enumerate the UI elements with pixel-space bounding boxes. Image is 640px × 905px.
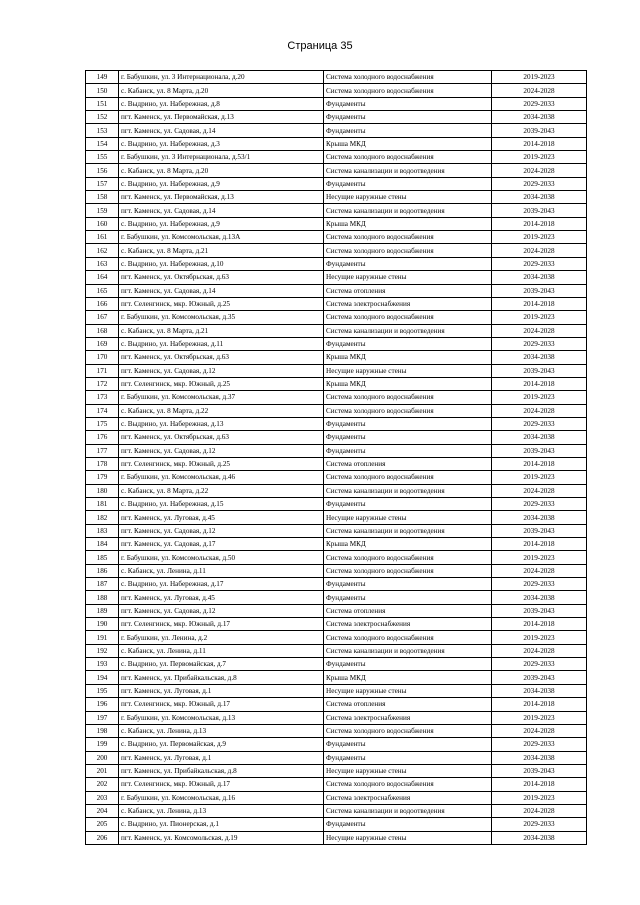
table-row [86, 177, 587, 190]
row-number-cell: 174 [86, 404, 119, 417]
period-cell: 2034-2038 [492, 431, 587, 444]
table-row [86, 711, 587, 724]
row-number-cell: 165 [86, 284, 119, 297]
row-number-cell: 198 [86, 724, 119, 737]
address-cell: с. Кабанск, ул. Ленина, д.13 [119, 804, 324, 817]
repair-schedule-table [85, 70, 587, 845]
system-type-cell: Система канализации и водоотведения [324, 484, 492, 497]
address-cell: пгт. Каменск, ул. Первомайская, д.13 [119, 191, 324, 204]
period-cell: 2034-2038 [492, 591, 587, 604]
row-number-cell: 168 [86, 324, 119, 337]
system-type-cell: Фундаменты [324, 257, 492, 270]
system-type-cell: Крыша МКД [324, 137, 492, 150]
address-cell: с. Кабанск, ул. 8 Марта, д.22 [119, 484, 324, 497]
row-number-cell: 178 [86, 457, 119, 470]
row-number-cell: 191 [86, 631, 119, 644]
row-number-cell: 202 [86, 778, 119, 791]
address-cell: пгт. Селенгинск, мкр. Южный, д.25 [119, 377, 324, 390]
row-number-cell: 197 [86, 711, 119, 724]
system-type-cell: Несущие наружные стены [324, 764, 492, 777]
period-cell: 2034-2038 [492, 831, 587, 844]
address-cell: пгт. Каменск, ул. Садовая, д.12 [119, 444, 324, 457]
table-row [86, 684, 587, 697]
period-cell: 2034-2038 [492, 751, 587, 764]
row-number-cell: 185 [86, 551, 119, 564]
row-number-cell: 169 [86, 337, 119, 350]
period-cell: 2019-2023 [492, 231, 587, 244]
system-type-cell: Несущие наружные стены [324, 511, 492, 524]
row-number-cell: 190 [86, 618, 119, 631]
row-number-cell: 176 [86, 431, 119, 444]
period-cell: 2014-2018 [492, 457, 587, 470]
system-type-cell: Крыша МКД [324, 671, 492, 684]
address-cell: г. Бабушкин, ул. Комсомольская, д.16 [119, 791, 324, 804]
system-type-cell: Система холодного водоснабжения [324, 231, 492, 244]
system-type-cell: Система отопления [324, 284, 492, 297]
system-type-cell: Фундаменты [324, 337, 492, 350]
period-cell: 2029-2033 [492, 738, 587, 751]
system-type-cell: Система холодного водоснабжения [324, 244, 492, 257]
row-number-cell: 186 [86, 564, 119, 577]
system-type-cell: Система отопления [324, 698, 492, 711]
system-type-cell: Фундаменты [324, 658, 492, 671]
period-cell: 2039-2043 [492, 364, 587, 377]
period-cell: 2034-2038 [492, 111, 587, 124]
period-cell: 2014-2018 [492, 618, 587, 631]
system-type-cell: Несущие наружные стены [324, 191, 492, 204]
table-row [86, 231, 587, 244]
period-cell: 2024-2028 [492, 324, 587, 337]
address-cell: пгт. Каменск, ул. Садовая, д.14 [119, 204, 324, 217]
period-cell: 2024-2028 [492, 644, 587, 657]
system-type-cell: Фундаменты [324, 444, 492, 457]
table-row [86, 97, 587, 110]
table-row [86, 164, 587, 177]
address-cell: г. Бабушкин, ул. 3 Интернационала, д.20 [119, 71, 324, 84]
row-number-cell: 179 [86, 471, 119, 484]
row-number-cell: 201 [86, 764, 119, 777]
table-row [86, 204, 587, 217]
table-row [86, 284, 587, 297]
system-type-cell: Система отопления [324, 604, 492, 617]
address-cell: пгт. Каменск, ул. Октябрьская, д.63 [119, 271, 324, 284]
row-number-cell: 181 [86, 498, 119, 511]
table-row [86, 364, 587, 377]
system-type-cell: Фундаменты [324, 498, 492, 511]
period-cell: 2019-2023 [492, 711, 587, 724]
row-number-cell: 206 [86, 831, 119, 844]
address-cell: г. Бабушкин, ул. Ленина, д.2 [119, 631, 324, 644]
table-row [86, 84, 587, 97]
table-row [86, 217, 587, 230]
address-cell: пгт. Селенгинск, мкр. Южный, д.17 [119, 618, 324, 631]
row-number-cell: 155 [86, 151, 119, 164]
table-row [86, 778, 587, 791]
system-type-cell: Система холодного водоснабжения [324, 311, 492, 324]
address-cell: с. Кабанск, ул. Ленина, д.13 [119, 724, 324, 737]
table-row [86, 738, 587, 751]
period-cell: 2024-2028 [492, 244, 587, 257]
address-cell: с. Выдрино, ул. Набережная, д.11 [119, 337, 324, 350]
system-type-cell: Система канализации и водоотведения [324, 164, 492, 177]
address-cell: с. Кабанск, ул. 8 Марта, д.20 [119, 84, 324, 97]
table-row [86, 391, 587, 404]
table-row [86, 538, 587, 551]
table-row [86, 297, 587, 310]
address-cell: г. Бабушкин, ул. Комсомольская, д.46 [119, 471, 324, 484]
period-cell: 2019-2023 [492, 311, 587, 324]
period-cell: 2039-2043 [492, 524, 587, 537]
address-cell: пгт. Каменск, ул. Садовая, д.17 [119, 538, 324, 551]
system-type-cell: Фундаменты [324, 177, 492, 190]
address-cell: пгт. Каменск, ул. Комсомольская, д.19 [119, 831, 324, 844]
row-number-cell: 158 [86, 191, 119, 204]
period-cell: 2029-2033 [492, 818, 587, 831]
table-row [86, 751, 587, 764]
row-number-cell: 161 [86, 231, 119, 244]
system-type-cell: Система холодного водоснабжения [324, 778, 492, 791]
row-number-cell: 194 [86, 671, 119, 684]
system-type-cell: Система холодного водоснабжения [324, 151, 492, 164]
table-row [86, 71, 587, 84]
table-row [86, 417, 587, 430]
address-cell: пгт. Каменск, ул. Первомайская, д.13 [119, 111, 324, 124]
system-type-cell: Фундаменты [324, 738, 492, 751]
table-row [86, 791, 587, 804]
system-type-cell: Система канализации и водоотведения [324, 324, 492, 337]
period-cell: 2039-2043 [492, 204, 587, 217]
row-number-cell: 199 [86, 738, 119, 751]
row-number-cell: 200 [86, 751, 119, 764]
row-number-cell: 152 [86, 111, 119, 124]
period-cell: 2029-2033 [492, 417, 587, 430]
row-number-cell: 162 [86, 244, 119, 257]
table-row [86, 271, 587, 284]
address-cell: г. Бабушкин, ул. Комсомольская, д.50 [119, 551, 324, 564]
row-number-cell: 184 [86, 538, 119, 551]
period-cell: 2019-2023 [492, 791, 587, 804]
row-number-cell: 171 [86, 364, 119, 377]
row-number-cell: 156 [86, 164, 119, 177]
system-type-cell: Система холодного водоснабжения [324, 564, 492, 577]
address-cell: с. Выдрино, ул. Набережная, д.13 [119, 417, 324, 430]
page-title: Страница 35 [287, 40, 353, 52]
period-cell: 2034-2038 [492, 511, 587, 524]
period-cell: 2024-2028 [492, 404, 587, 417]
system-type-cell: Система электроснабжения [324, 791, 492, 804]
row-number-cell: 167 [86, 311, 119, 324]
table-body [86, 71, 587, 845]
system-type-cell: Фундаменты [324, 431, 492, 444]
period-cell: 2029-2033 [492, 658, 587, 671]
address-cell: с. Выдрино, ул. Первомайская, д.7 [119, 658, 324, 671]
system-type-cell: Система холодного водоснабжения [324, 404, 492, 417]
period-cell: 2019-2023 [492, 71, 587, 84]
table-row [86, 404, 587, 417]
system-type-cell: Фундаменты [324, 818, 492, 831]
system-type-cell: Несущие наружные стены [324, 364, 492, 377]
period-cell: 2014-2018 [492, 217, 587, 230]
period-cell: 2014-2018 [492, 377, 587, 390]
table-row [86, 137, 587, 150]
system-type-cell: Система канализации и водоотведения [324, 204, 492, 217]
address-cell: с. Кабанск, ул. 8 Марта, д.21 [119, 244, 324, 257]
system-type-cell: Система холодного водоснабжения [324, 724, 492, 737]
table-row [86, 471, 587, 484]
system-type-cell: Фундаменты [324, 591, 492, 604]
address-cell: пгт. Каменск, ул. Садовая, д.14 [119, 284, 324, 297]
period-cell: 2014-2018 [492, 538, 587, 551]
table-row [86, 764, 587, 777]
table-row [86, 484, 587, 497]
period-cell: 2024-2028 [492, 804, 587, 817]
row-number-cell: 188 [86, 591, 119, 604]
row-number-cell: 193 [86, 658, 119, 671]
table-row [86, 524, 587, 537]
row-number-cell: 163 [86, 257, 119, 270]
system-type-cell: Несущие наружные стены [324, 271, 492, 284]
table-row [86, 377, 587, 390]
address-cell: г. Бабушкин, ул. Комсомольская, д.35 [119, 311, 324, 324]
row-number-cell: 166 [86, 297, 119, 310]
table-row [86, 604, 587, 617]
table-row [86, 257, 587, 270]
address-cell: пгт. Каменск, ул. Прибайкальская, д.8 [119, 764, 324, 777]
address-cell: пгт. Каменск, ул. Луговая, д.1 [119, 684, 324, 697]
row-number-cell: 157 [86, 177, 119, 190]
system-type-cell: Система холодного водоснабжения [324, 471, 492, 484]
system-type-cell: Крыша МКД [324, 538, 492, 551]
table-row [86, 724, 587, 737]
row-number-cell: 160 [86, 217, 119, 230]
row-number-cell: 196 [86, 698, 119, 711]
period-cell: 2039-2043 [492, 124, 587, 137]
row-number-cell: 150 [86, 84, 119, 97]
table-row [86, 457, 587, 470]
address-cell: пгт. Каменск, ул. Садовая, д.12 [119, 524, 324, 537]
address-cell: пгт. Каменск, ул. Садовая, д.12 [119, 604, 324, 617]
row-number-cell: 175 [86, 417, 119, 430]
period-cell: 2029-2033 [492, 337, 587, 350]
address-cell: с. Выдрино, ул. Набережная, д.3 [119, 137, 324, 150]
row-number-cell: 205 [86, 818, 119, 831]
table-row [86, 311, 587, 324]
period-cell: 2014-2018 [492, 137, 587, 150]
table-row [86, 511, 587, 524]
period-cell: 2039-2043 [492, 444, 587, 457]
table-row [86, 324, 587, 337]
row-number-cell: 154 [86, 137, 119, 150]
system-type-cell: Система отопления [324, 457, 492, 470]
system-type-cell: Крыша МКД [324, 377, 492, 390]
table-row [86, 671, 587, 684]
period-cell: 2029-2033 [492, 578, 587, 591]
address-cell: с. Кабанск, ул. 8 Марта, д.20 [119, 164, 324, 177]
row-number-cell: 149 [86, 71, 119, 84]
address-cell: пгт. Каменск, ул. Садовая, д.14 [119, 124, 324, 137]
period-cell: 2019-2023 [492, 471, 587, 484]
address-cell: с. Кабанск, ул. 8 Марта, д.22 [119, 404, 324, 417]
period-cell: 2029-2033 [492, 177, 587, 190]
period-cell: 2039-2043 [492, 671, 587, 684]
period-cell: 2019-2023 [492, 391, 587, 404]
period-cell: 2029-2033 [492, 498, 587, 511]
period-cell: 2014-2018 [492, 698, 587, 711]
system-type-cell: Система канализации и водоотведения [324, 524, 492, 537]
row-number-cell: 204 [86, 804, 119, 817]
table-row [86, 658, 587, 671]
period-cell: 2019-2023 [492, 631, 587, 644]
period-cell: 2029-2033 [492, 97, 587, 110]
period-cell: 2039-2043 [492, 284, 587, 297]
row-number-cell: 192 [86, 644, 119, 657]
period-cell: 2014-2018 [492, 778, 587, 791]
system-type-cell: Система холодного водоснабжения [324, 71, 492, 84]
address-cell: с. Выдрино, ул. Набережная, д.9 [119, 177, 324, 190]
address-cell: с. Выдрино, ул. Пионерская, д.1 [119, 818, 324, 831]
row-number-cell: 153 [86, 124, 119, 137]
row-number-cell: 172 [86, 377, 119, 390]
system-type-cell: Система электроснабжения [324, 618, 492, 631]
address-cell: с. Выдрино, ул. Набережная, д.15 [119, 498, 324, 511]
period-cell: 2034-2038 [492, 684, 587, 697]
row-number-cell: 189 [86, 604, 119, 617]
system-type-cell: Система холодного водоснабжения [324, 551, 492, 564]
period-cell: 2034-2038 [492, 351, 587, 364]
table-row [86, 564, 587, 577]
table-row [86, 551, 587, 564]
address-cell: пгт. Селенгинск, мкр. Южный, д.25 [119, 457, 324, 470]
row-number-cell: 180 [86, 484, 119, 497]
system-type-cell: Крыша МКД [324, 217, 492, 230]
table-row [86, 591, 587, 604]
period-cell: 2024-2028 [492, 724, 587, 737]
system-type-cell: Система электроснабжения [324, 297, 492, 310]
system-type-cell: Система холодного водоснабжения [324, 631, 492, 644]
address-cell: пгт. Каменск, ул. Луговая, д.45 [119, 591, 324, 604]
table-row [86, 444, 587, 457]
row-number-cell: 182 [86, 511, 119, 524]
address-cell: пгт. Каменск, ул. Прибайкальская, д.8 [119, 671, 324, 684]
row-number-cell: 173 [86, 391, 119, 404]
system-type-cell: Система канализации и водоотведения [324, 644, 492, 657]
row-number-cell: 151 [86, 97, 119, 110]
system-type-cell: Несущие наружные стены [324, 684, 492, 697]
period-cell: 2019-2023 [492, 151, 587, 164]
row-number-cell: 195 [86, 684, 119, 697]
period-cell: 2034-2038 [492, 271, 587, 284]
period-cell: 2039-2043 [492, 604, 587, 617]
system-type-cell: Система электроснабжения [324, 711, 492, 724]
address-cell: с. Кабанск, ул. Ленина, д.11 [119, 644, 324, 657]
system-type-cell: Фундаменты [324, 97, 492, 110]
address-cell: пгт. Селенгинск, мкр. Южный, д.17 [119, 698, 324, 711]
address-cell: пгт. Селенгинск, мкр. Южный, д.25 [119, 297, 324, 310]
row-number-cell: 187 [86, 578, 119, 591]
system-type-cell: Система холодного водоснабжения [324, 84, 492, 97]
table-row [86, 191, 587, 204]
row-number-cell: 183 [86, 524, 119, 537]
address-cell: г. Бабушкин, ул. Комсомольская, д.13 [119, 711, 324, 724]
address-cell: с. Выдрино, ул. Набережная, д.10 [119, 257, 324, 270]
period-cell: 2014-2018 [492, 297, 587, 310]
table-row [86, 351, 587, 364]
row-number-cell: 164 [86, 271, 119, 284]
address-cell: г. Бабушкин, ул. 3 Интернационала, д.53/1 [119, 151, 324, 164]
table-row [86, 337, 587, 350]
table-row [86, 244, 587, 257]
address-cell: пгт. Каменск, ул. Луговая, д.45 [119, 511, 324, 524]
table-row [86, 831, 587, 844]
address-cell: пгт. Каменск, ул. Луговая, д.1 [119, 751, 324, 764]
table-row [86, 631, 587, 644]
system-type-cell: Несущие наружные стены [324, 831, 492, 844]
system-type-cell: Фундаменты [324, 417, 492, 430]
table-row [86, 578, 587, 591]
address-cell: пгт. Каменск, ул. Октябрьская, д.63 [119, 431, 324, 444]
address-cell: с. Кабанск, ул. 8 Марта, д.21 [119, 324, 324, 337]
table-row [86, 498, 587, 511]
system-type-cell: Фундаменты [324, 124, 492, 137]
table-row [86, 618, 587, 631]
system-type-cell: Система холодного водоснабжения [324, 391, 492, 404]
row-number-cell: 177 [86, 444, 119, 457]
address-cell: пгт. Каменск, ул. Садовая, д.12 [119, 364, 324, 377]
table-row [86, 151, 587, 164]
address-cell: пгт. Каменск, ул. Октябрьская, д.63 [119, 351, 324, 364]
period-cell: 2019-2023 [492, 551, 587, 564]
address-cell: с. Выдрино, ул. Набережная, д.9 [119, 217, 324, 230]
address-cell: с. Выдрино, ул. Набережная, д.17 [119, 578, 324, 591]
address-cell: с. Кабанск, ул. Ленина, д.11 [119, 564, 324, 577]
address-cell: пгт. Селенгинск, мкр. Южный, д.17 [119, 778, 324, 791]
system-type-cell: Фундаменты [324, 578, 492, 591]
system-type-cell: Крыша МКД [324, 351, 492, 364]
period-cell: 2024-2028 [492, 564, 587, 577]
table-row [86, 431, 587, 444]
period-cell: 2024-2028 [492, 164, 587, 177]
table-row [86, 818, 587, 831]
row-number-cell: 170 [86, 351, 119, 364]
table-row [86, 124, 587, 137]
row-number-cell: 203 [86, 791, 119, 804]
period-cell: 2029-2033 [492, 257, 587, 270]
address-cell: с. Выдрино, ул. Набережная, д.8 [119, 97, 324, 110]
period-cell: 2024-2028 [492, 484, 587, 497]
system-type-cell: Система канализации и водоотведения [324, 804, 492, 817]
row-number-cell: 159 [86, 204, 119, 217]
address-cell: г. Бабушкин, ул. Комсомольская, д.13А [119, 231, 324, 244]
address-cell: г. Бабушкин, ул. Комсомольская, д.37 [119, 391, 324, 404]
period-cell: 2034-2038 [492, 191, 587, 204]
table-row [86, 698, 587, 711]
table-row [86, 111, 587, 124]
system-type-cell: Фундаменты [324, 111, 492, 124]
period-cell: 2039-2043 [492, 764, 587, 777]
table-row [86, 804, 587, 817]
table-row [86, 644, 587, 657]
system-type-cell: Фундаменты [324, 751, 492, 764]
period-cell: 2024-2028 [492, 84, 587, 97]
address-cell: с. Выдрино, ул. Первомайская, д.9 [119, 738, 324, 751]
